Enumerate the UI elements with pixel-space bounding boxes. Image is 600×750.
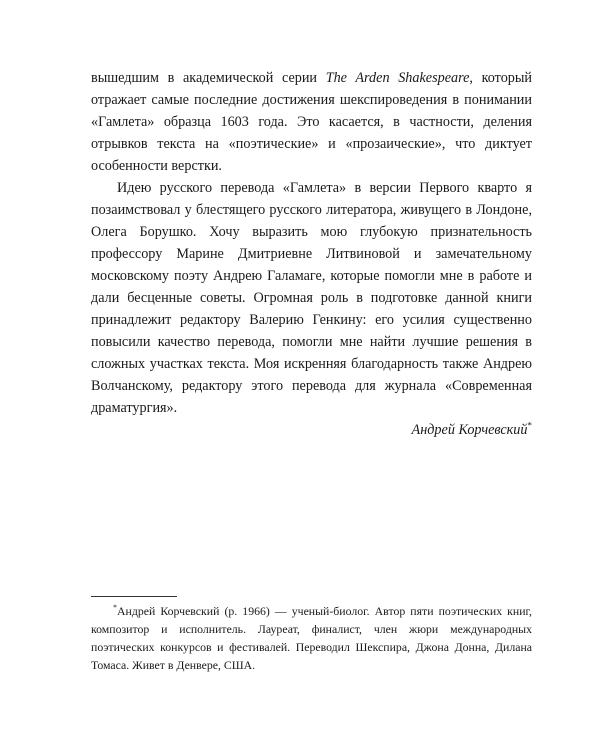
paragraph-1 bbox=[91, 67, 532, 177]
paragraph-1-start: вышедшим в академической серии bbox=[91, 70, 326, 86]
series-title: The Arden Shakespeare bbox=[325, 70, 470, 86]
signature-footnote-marker: * bbox=[527, 420, 532, 431]
footnote-separator bbox=[91, 596, 177, 597]
footnote bbox=[91, 602, 532, 674]
paragraph-2: Идею русского перевода «Гамлета» в версии Первого кварто я позаимствовал у блестящего русского литератора, живущего в Лондоне, Олега Борушко. Хочу выразить мою глубокую признательность профессору Марине Дмитриевне Литвиновой и замечательному московскому поэту Андрею Галамаге, которые помогли мне в работе и дали бесценные советы. Огромная роль в подготовке данной книги принадлежит редактору Валерию Генкину: его усилия существенно повысили качество перевода, помогли мне найти лучшие решения в сложных участках текста. Моя искренняя благодарность также Андрею Волчанскому, редактору этого перевода для журнала «Современная драматургия». bbox=[91, 180, 532, 416]
signature-name: Андрей Корчевский bbox=[411, 422, 528, 438]
author-signature bbox=[91, 419, 532, 441]
paragraph-1-end: , который отражает самые последние достижения шекспироведения в понимании «Гамлета» образца 1603 года. Это касается, в частности, деления отрывков текста на «поэтические» и «прозаические», что диктует особенности верстки. bbox=[91, 70, 533, 174]
main-text bbox=[91, 67, 532, 441]
footnote-text: Андрей Корчевский (р. 1966) — ученый-биолог. Автор пяти поэтических книг, композитор и исполнитель. Лауреат, финалист, член жюри международных поэтических конкурсов и фестивалей. Переводил Шекспира, Джона Донна, Дилана Томаса. Живет в Денвере, США. bbox=[91, 604, 532, 672]
footnote-marker: * bbox=[113, 603, 117, 613]
